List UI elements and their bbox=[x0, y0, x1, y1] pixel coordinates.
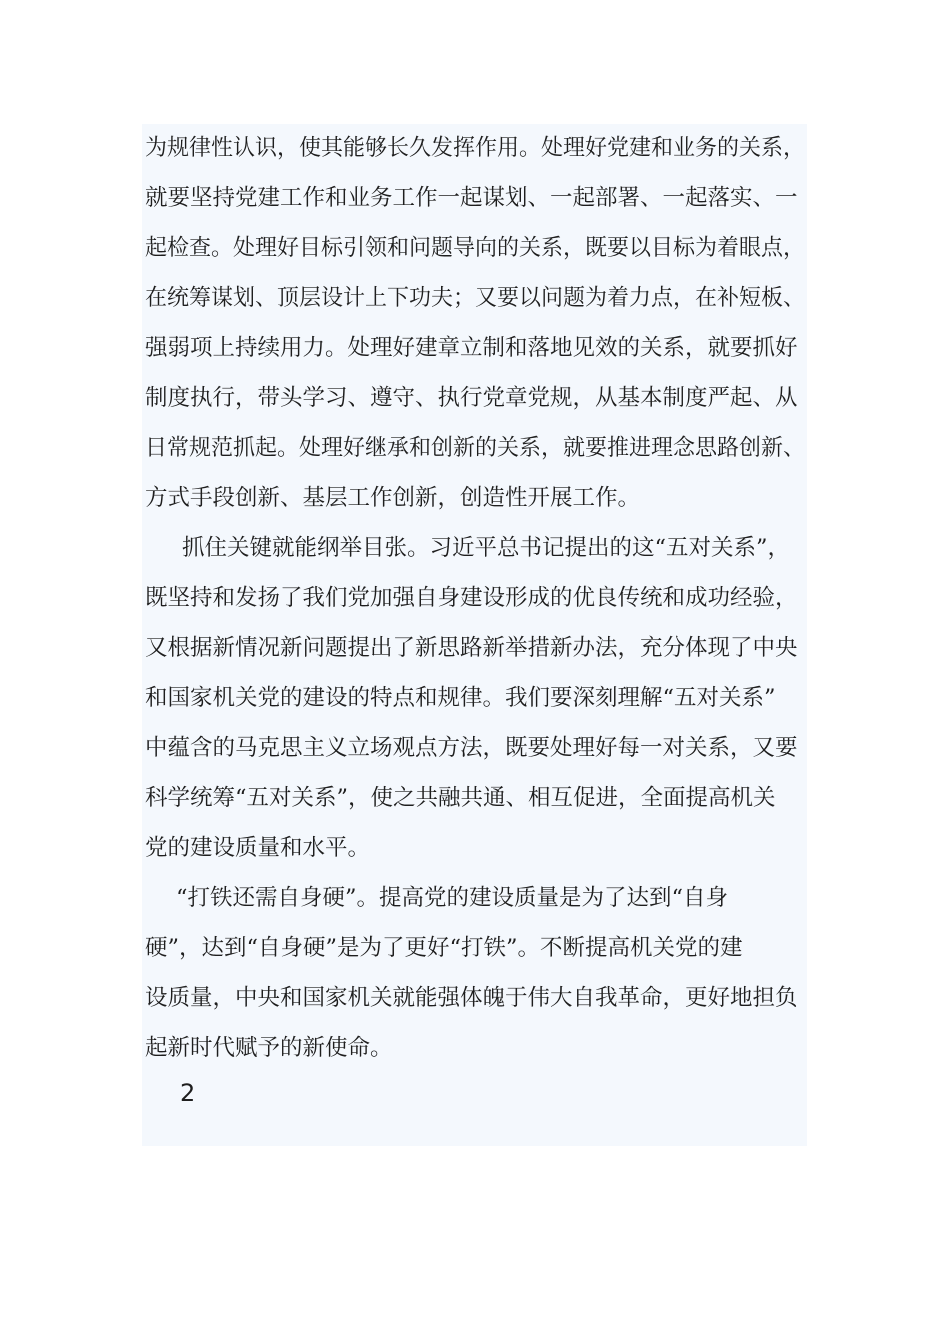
paragraph-3-line-4: 起新时代赋予的新使命。 bbox=[145, 1035, 393, 1061]
paragraph-1-line-8: 方式手段创新、基层工作创新，创造性开展工作。 bbox=[145, 485, 641, 511]
paragraph-2-line-6: 科学统筹“五对关系”，使之共融共通、相互促进，全面提高机关 bbox=[145, 785, 776, 811]
paragraph-2-line-2: 既坚持和发扬了我们党加强自身建设形成的优良传统和成功经验， bbox=[145, 585, 798, 611]
paragraph-1-line-7: 日常规范抓起。处理好继承和创新的关系，就要推进理念思路创新、 bbox=[145, 435, 806, 461]
paragraph-3-line-1: “打铁还需自身硬”。提高党的建设质量是为了达到“自身 bbox=[176, 885, 729, 911]
paragraph-2-line-1: 抓住关键就能纲举目张。习近平总书记提出的这“五对关系”， bbox=[182, 535, 791, 561]
paragraph-1-line-2: 就要坚持党建工作和业务工作一起谋划、一起部署、一起落实、一 bbox=[145, 185, 798, 211]
paragraph-2-line-5: 中蕴含的马克思主义立场观点方法，既要处理好每一对关系，又要 bbox=[145, 735, 798, 761]
paragraph-2-line-7: 党的建设质量和水平。 bbox=[145, 835, 371, 861]
paragraph-1-line-6: 制度执行，带头学习、遵守、执行党章党规，从基本制度严起、从 bbox=[145, 385, 798, 411]
paragraph-2-line-3: 又根据新情况新问题提出了新思路新举措新办法，充分体现了中央 bbox=[145, 635, 798, 661]
document-text-block bbox=[142, 124, 807, 1146]
paragraph-3-line-3: 设质量，中央和国家机关就能强体魄于伟大自我革命，更好地担负 bbox=[145, 985, 798, 1011]
paragraph-3-line-2: 硬”，达到“自身硬”是为了更好“打铁”。不断提高机关党的建 bbox=[145, 935, 743, 961]
paragraph-2-line-4: 和国家机关党的建设的特点和规律。我们要深刻理解“五对关系” bbox=[145, 685, 776, 711]
paragraph-1-line-3: 起检查。处理好目标引领和问题导向的关系，既要以目标为着眼点， bbox=[145, 235, 806, 261]
paragraph-1-line-5: 强弱项上持续用力。处理好建章立制和落地见效的关系，就要抓好 bbox=[145, 335, 798, 361]
paragraph-1-line-4: 在统筹谋划、顶层设计上下功夫；又要以问题为着力点，在补短板、 bbox=[145, 285, 806, 311]
paragraph-1-line-1: 为规律性认识，使其能够长久发挥作用。处理好党建和业务的关系， bbox=[145, 135, 806, 161]
page-number: 2 bbox=[180, 1079, 196, 1107]
